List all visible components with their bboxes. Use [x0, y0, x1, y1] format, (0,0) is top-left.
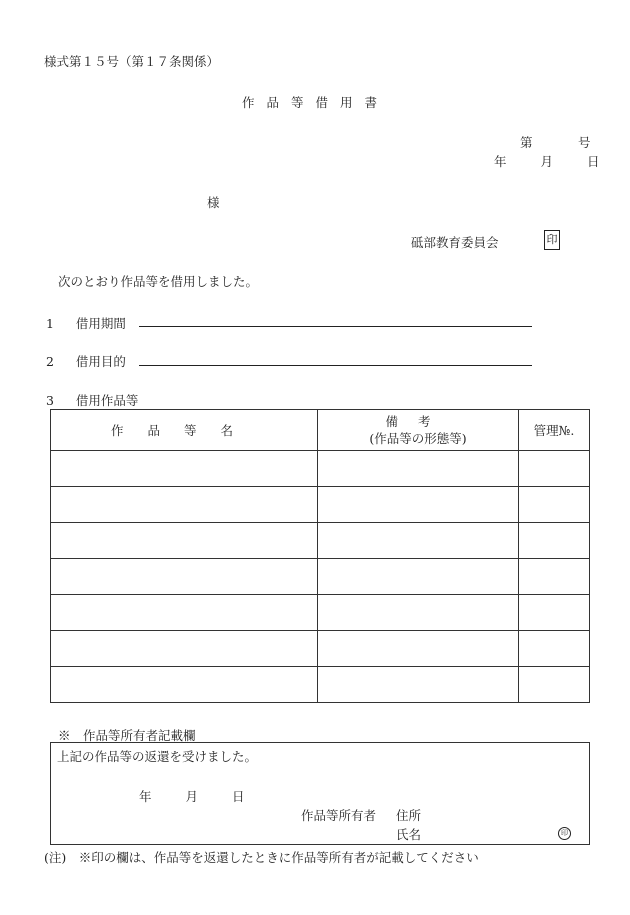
- item-label: 借用目的: [75, 354, 126, 369]
- table-row: [51, 595, 590, 631]
- item-borrow-period: [46, 314, 126, 332]
- cell-remarks[interactable]: [318, 487, 519, 523]
- section-label: 借用作品等: [75, 393, 139, 408]
- cell-management-no[interactable]: [519, 631, 590, 667]
- table-row: [51, 523, 590, 559]
- date-month-label: 月: [540, 154, 553, 169]
- cell-remarks[interactable]: [318, 595, 519, 631]
- cell-management-no[interactable]: [519, 559, 590, 595]
- owner-section-box: [50, 742, 590, 845]
- footnote: (注) ※印の欄は、作品等を返還したときに作品等所有者が記載してください: [44, 850, 479, 865]
- form-id: 様式第１５号（第１７条関係）: [44, 54, 220, 69]
- item-label: 借用期間: [75, 316, 126, 331]
- intro-text: 次のとおり作品等を借用しました。: [58, 274, 259, 289]
- cell-remarks[interactable]: [318, 451, 519, 487]
- cell-item-name[interactable]: [51, 451, 318, 487]
- cell-management-no[interactable]: [519, 523, 590, 559]
- table-header-row: [51, 410, 590, 451]
- cell-remarks[interactable]: [318, 631, 519, 667]
- header-remarks: [318, 410, 519, 451]
- date-year-label: 年: [494, 154, 507, 169]
- date-day-label: 日: [586, 154, 600, 169]
- document-title: 作品等借用書: [242, 95, 390, 110]
- cell-item-name[interactable]: [51, 595, 318, 631]
- owner-label: 作品等所有者: [301, 808, 377, 823]
- return-statement: 上記の作品等の返還を受けました。: [57, 749, 258, 764]
- borrowed-items-table: [50, 409, 590, 703]
- borrow-purpose-field[interactable]: [139, 365, 532, 366]
- item-borrow-purpose: [46, 352, 126, 370]
- header-management-no: 管理№.: [519, 410, 590, 451]
- owner-name-label: 氏名: [396, 827, 422, 842]
- cell-remarks[interactable]: [318, 523, 519, 559]
- owner-section-heading: ※ 作品等所有者記載欄: [58, 728, 196, 743]
- cell-management-no[interactable]: [519, 667, 590, 703]
- date-year-label: 年: [139, 789, 152, 804]
- cell-management-no[interactable]: [519, 595, 590, 631]
- addressee-suffix: 様: [207, 195, 220, 210]
- cell-management-no[interactable]: [519, 487, 590, 523]
- cell-item-name[interactable]: [51, 667, 318, 703]
- borrow-period-field[interactable]: [139, 326, 532, 327]
- header-remarks-title: 備考: [385, 414, 451, 429]
- date-month-label: 月: [185, 789, 198, 804]
- header-item-name: 作品等名: [51, 410, 318, 451]
- item-number: 2: [46, 354, 54, 369]
- owner-address-label: 住所: [396, 808, 422, 823]
- table-row: [51, 451, 590, 487]
- cell-item-name[interactable]: [51, 631, 318, 667]
- table-row: [51, 559, 590, 595]
- header-remarks-subtitle: (作品等の形態等): [369, 431, 467, 446]
- table-row: [51, 667, 590, 703]
- return-date: [139, 787, 244, 805]
- cell-remarks[interactable]: [318, 559, 519, 595]
- section-borrowed-items: [46, 391, 138, 409]
- item-number: 1: [46, 316, 54, 331]
- issue-date: [494, 152, 599, 170]
- cell-item-name[interactable]: [51, 487, 318, 523]
- document-number: 第 号: [520, 135, 593, 150]
- cell-item-name[interactable]: [51, 559, 318, 595]
- owner-seal-mark: 印: [558, 827, 571, 840]
- issuer-name: 砥部教育委員会: [411, 235, 499, 250]
- table-row: [51, 631, 590, 667]
- date-day-label: 日: [231, 789, 245, 804]
- cell-remarks[interactable]: [318, 667, 519, 703]
- cell-item-name[interactable]: [51, 523, 318, 559]
- issuer-seal-mark: 印: [544, 230, 560, 250]
- section-number: 3: [46, 393, 54, 408]
- cell-management-no[interactable]: [519, 451, 590, 487]
- table-row: [51, 487, 590, 523]
